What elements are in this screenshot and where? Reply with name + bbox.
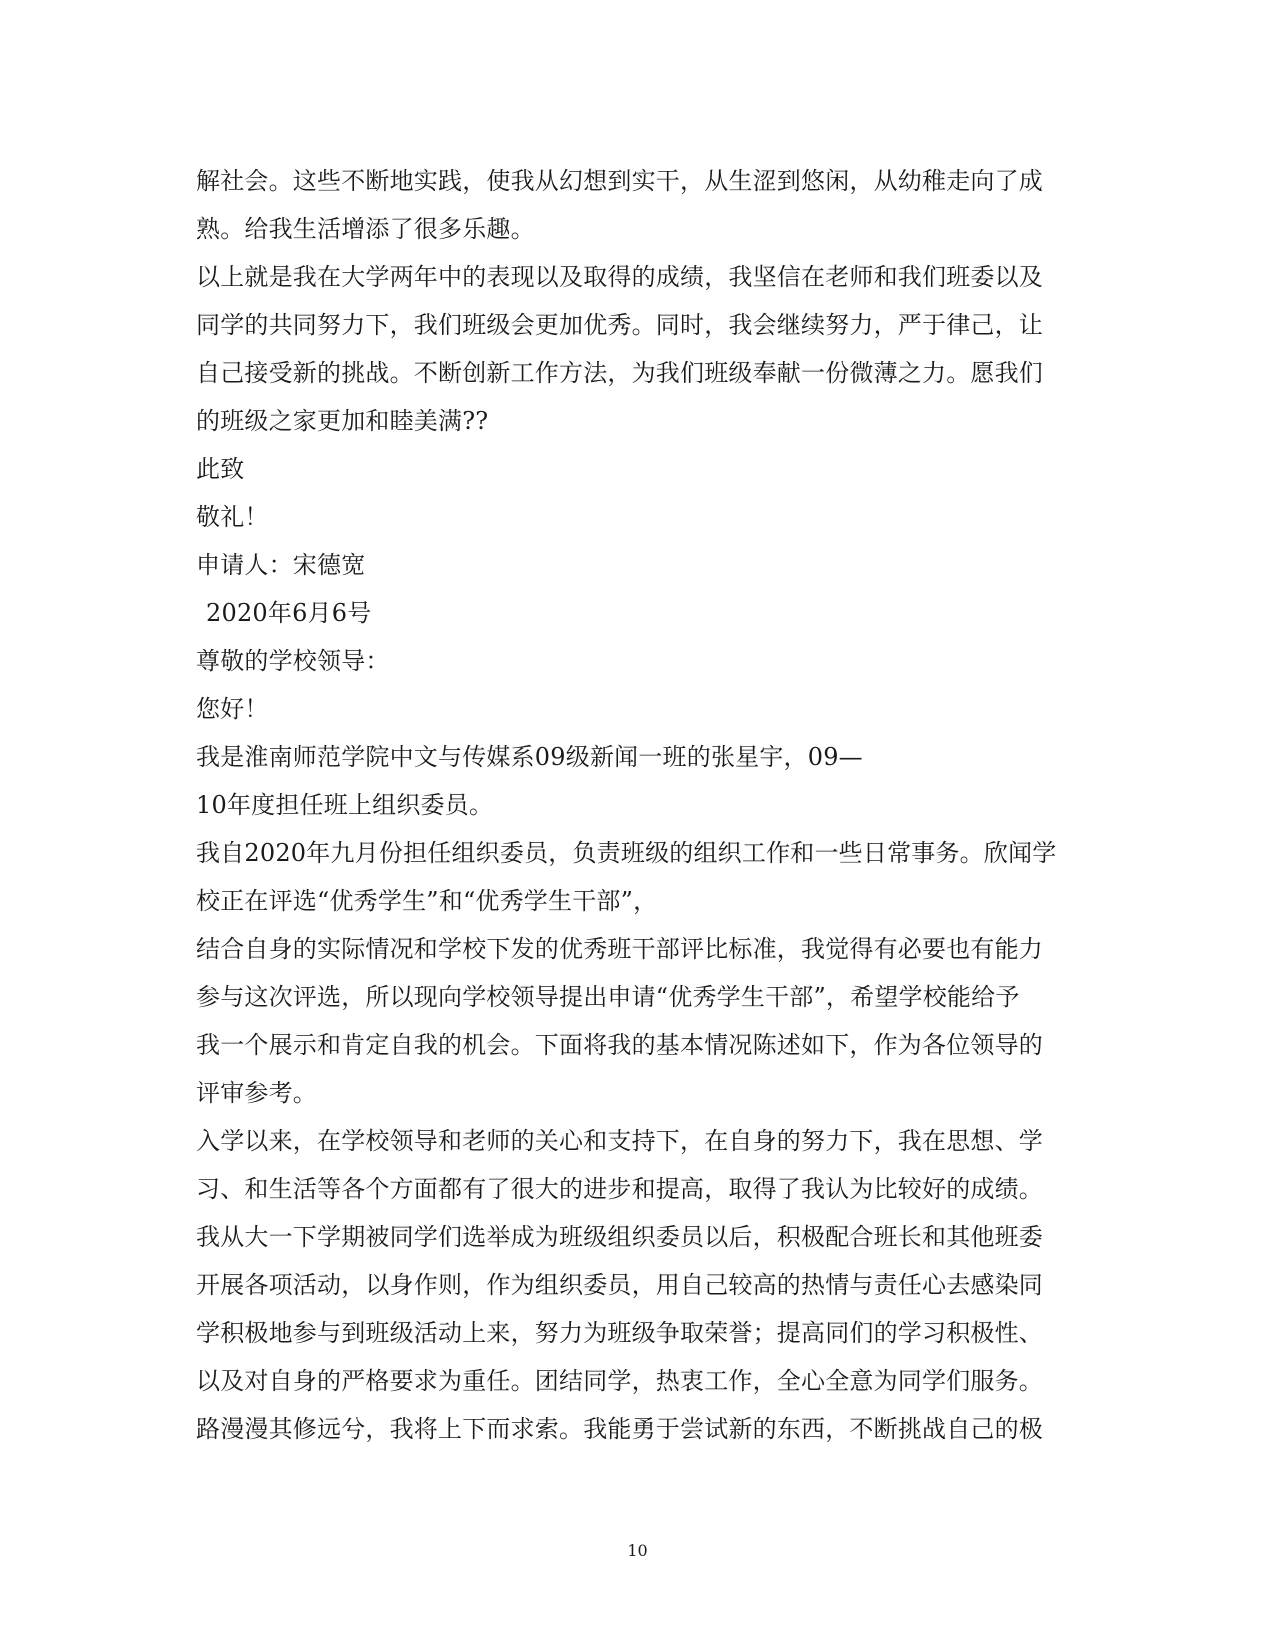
text-line: 我从大一下学期被同学们选举成为班级组织委员以后，积极配合班长和其他班委 (196, 1223, 1043, 1251)
text-line: 同学的共同努力下，我们班级会更加优秀。同时，我会继续努力，严于律己，让 (196, 311, 1043, 339)
closing-salutation: 此致 (196, 455, 245, 483)
text-line: 10年度担任班上组织委员。 (196, 791, 494, 819)
text-line: 学积极地参与到班级活动上来，努力为班级争取荣誉；提高同们的学习积极性、 (196, 1319, 1043, 1347)
text-line: 评审参考。 (196, 1079, 317, 1107)
closing-regards: 敬礼！ (196, 503, 269, 531)
page-number: 10 (627, 1541, 648, 1560)
text-line: 开展各项活动，以身作则，作为组织委员，用自己较高的热情与责任心去感染同 (196, 1271, 1043, 1299)
text-line: 熟。给我生活增添了很多乐趣。 (196, 215, 535, 243)
text-line: 我一个展示和肯定自我的机会。下面将我的基本情况陈述如下，作为各位领导的 (196, 1031, 1043, 1059)
letter-date: 2020年6月6号 (206, 599, 372, 627)
letter-greeting: 尊敬的学校领导： (196, 647, 390, 675)
text-line: 我是淮南师范学院中文与传媒系09级新闻一班的张星宇，09— (196, 743, 863, 771)
text-line: 结合自身的实际情况和学校下发的优秀班干部评比标准，我觉得有必要也有能力 (196, 935, 1043, 963)
text-line: 解社会。这些不断地实践，使我从幻想到实干，从生涩到悠闲，从幼稚走向了成 (196, 167, 1043, 195)
letter-hello: 您好！ (196, 695, 269, 723)
text-line: 以及对自身的严格要求为重任。团结同学，热衷工作，全心全意为同学们服务。 (196, 1367, 1043, 1395)
text-line: 路漫漫其修远兮，我将上下而求索。我能勇于尝试新的东西，不断挑战自己的极 (196, 1415, 1043, 1443)
text-line: 的班级之家更加和睦美满?? (196, 407, 489, 435)
text-line: 校正在评选“优秀学生”和“优秀学生干部”， (196, 887, 658, 915)
text-line: 以上就是我在大学两年中的表现以及取得的成绩，我坚信在老师和我们班委以及 (196, 263, 1043, 291)
document-body (196, 157, 1076, 1453)
text-line: 入学以来，在学校领导和老师的关心和支持下，在自身的努力下，我在思想、学 (196, 1127, 1043, 1155)
text-line: 参与这次评选，所以现向学校领导提出申请“优秀学生干部”，希望学校能给予 (196, 983, 1020, 1011)
text-line: 习、和生活等各个方面都有了很大的进步和提高，取得了我认为比较好的成绩。 (196, 1175, 1043, 1203)
applicant-signature: 申请人：宋德宽 (196, 551, 366, 579)
text-line: 自己接受新的挑战。不断创新工作方法，为我们班级奉献一份微薄之力。愿我们 (196, 359, 1043, 387)
text-line: 我自2020年九月份担任组织委员，负责班级的组织工作和一些日常事务。欣闻学 (196, 839, 1057, 867)
